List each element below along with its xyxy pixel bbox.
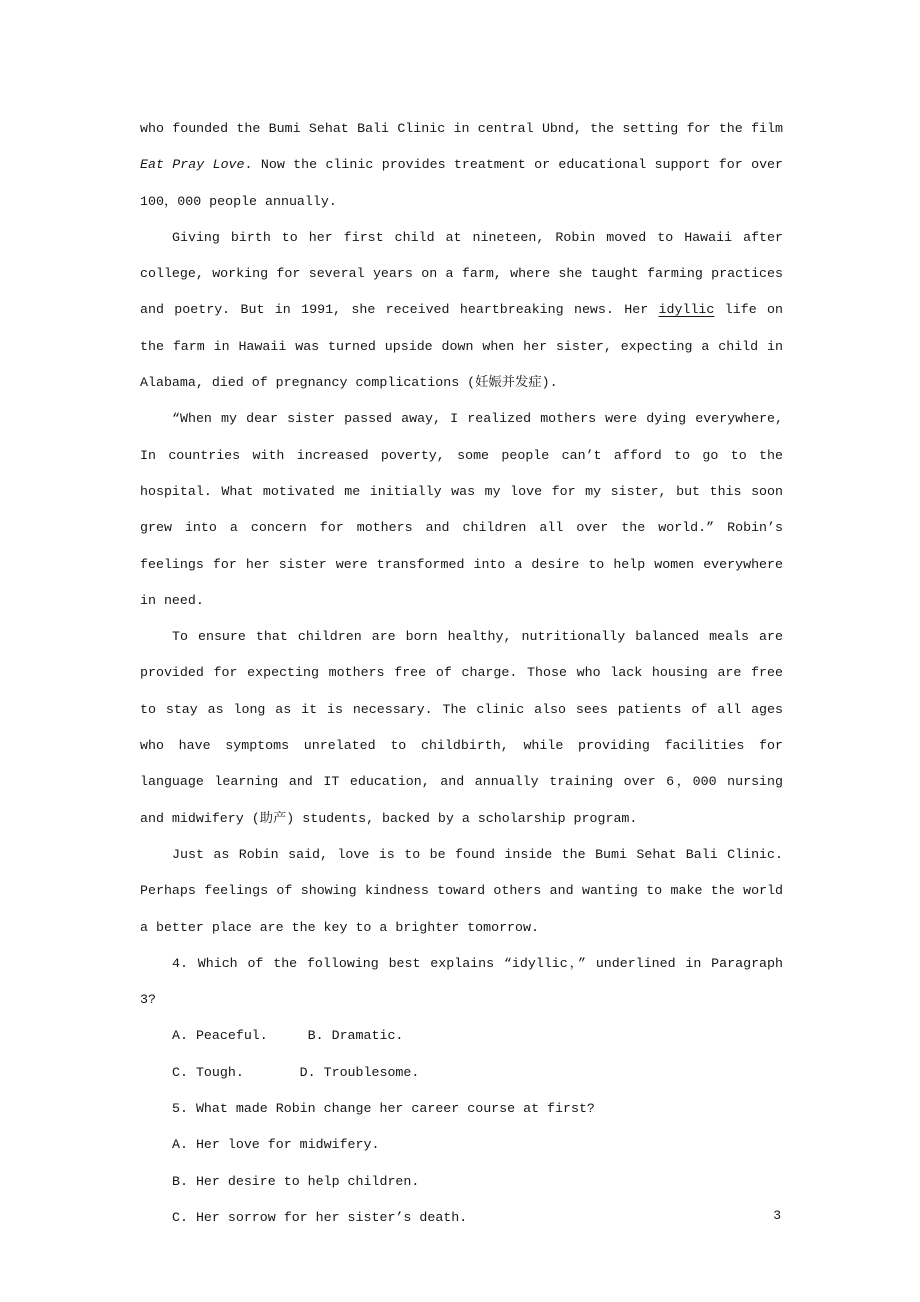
text-segment: 4. Which of the following best explains “idyllic，” underlined in Paragraph 3? [140,955,783,1008]
page-number: 3 [773,1208,781,1223]
paragraph-4 [140,619,783,837]
text-segment: A. Her love for midwifery. [172,1137,380,1153]
question-5-option-c [140,1200,783,1236]
question-5-option-b [140,1164,783,1200]
underlined-word: idyllic [658,302,715,318]
question-4-options-ab [140,1018,783,1054]
question-5-option-a [140,1127,783,1163]
italic-film-title: Eat Pray Love [140,157,245,173]
text-segment: To ensure that children are born healthy, nutritionally balanced meals are provided for expecting mothers free of charge. Those who lack housing are free to stay as long as it is necessary. The clinic also sees patients of all ages who have symptoms unrelated to childbirth, while providing facilities for language learning and IT education, and annually training over 6，000 nursing and midwifery (助产) students, backed by a scholarship program. [140,629,783,826]
text-segment: B. Her desire to help children. [172,1173,420,1189]
text-segment: C. Tough. D. Troublesome. [172,1064,420,1080]
text-segment: 5. What made Robin change her career course at first? [172,1101,595,1117]
paragraph-5 [140,837,783,946]
text-segment: Just as Robin said, love is to be found inside the Bumi Sehat Bali Clinic. Perhaps feelings of showing kindness toward others and wanting to make the world a better place are the key to a brighter tomorrow. [140,846,783,935]
question-4-options-cd [140,1055,783,1091]
paragraph-2 [140,220,783,401]
text-segment: who founded the Bumi Sehat Bali Clinic in central Ubnd, the setting for the film [140,121,783,136]
text-segment: “When my dear sister passed away, I realized mothers were dying everywhere, In countries with increased poverty, some people can’t afford to go to the hospital. What motivated me initially was my love for my sister, but this soon grew into a concern for mothers and children all over the world.” Robin’s feelings for her sister were transformed into a desire to help women everywhere in need. [140,411,783,608]
document-body [140,111,783,1236]
paragraph-1 [140,111,783,220]
text-segment: life on the farm in Hawaii was turned upside down when her sister, expecting a child in Alabama, died of pregnancy complications (妊娠并发症). [140,302,783,391]
text-segment: C. Her sorrow for her sister’s death. [172,1209,468,1225]
question-4 [140,946,783,1019]
text-segment: . Now the clinic provides treatment or educational support for over 100，000 people annually. [140,157,784,209]
paragraph-3 [140,401,783,619]
text-segment: Giving birth to her first child at nineteen, Robin moved to Hawaii after college, working for several years on a farm, where she taught farming practices and poetry. But in 1991, she received heartbreaking news. Her [140,229,783,318]
text-segment: A. Peaceful. B. Dramatic. [172,1028,404,1044]
question-5 [140,1091,783,1127]
